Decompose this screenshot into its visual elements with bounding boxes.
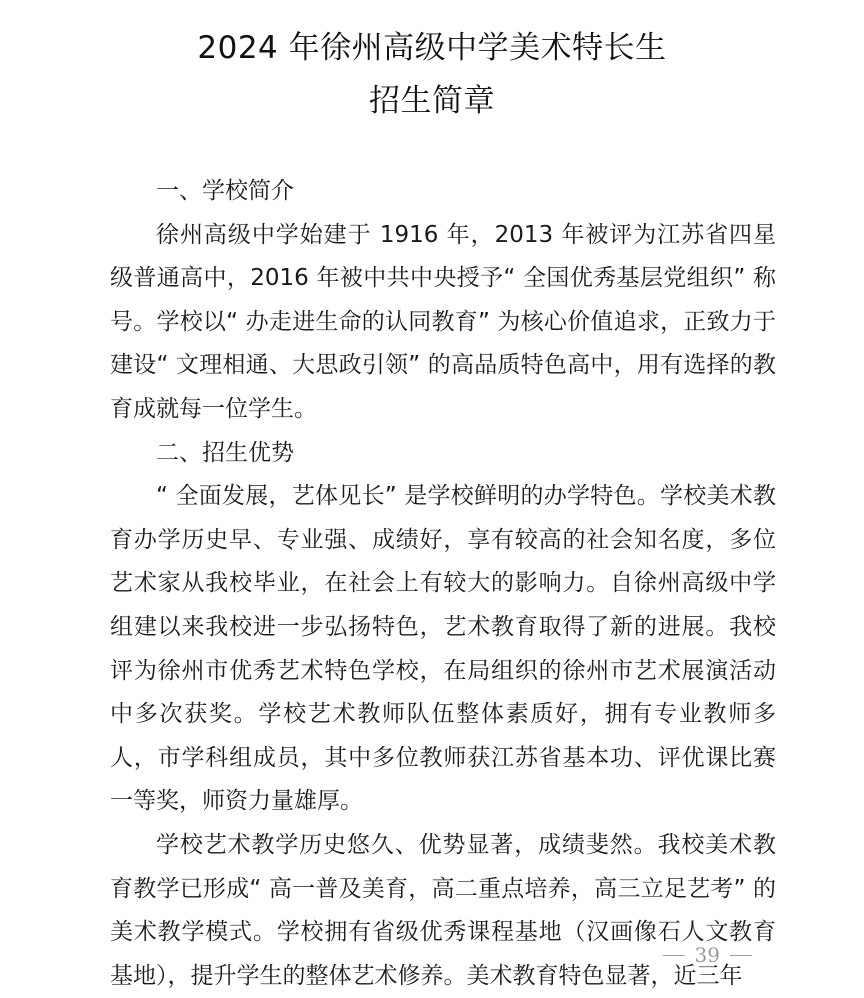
section-heading-advantages: 二、招生优势 [156,439,294,466]
paragraph-advantages-2: 学校艺术教学历史悠久、优势显著，成绩斐然。我校美术教育教学已形成“ 高一普及美育，高二重点培养，高三立足艺考” 的美术教学模式。学校拥有省级优秀课程基地（汉画像石人文教育基地），提升学生的整体艺术修养。美术教育特色显著，近三年 [110,831,776,989]
paragraph-school-intro: 徐州高级中学始建于 1916 年，2013 年被评为江苏省四星级普通高中，2016 年被中共中央授予“ 全国优秀基层党组织” 称号。学校以“ 办走进生命的认同教育” 为核心价值追求，正致力于建设“ 文理相通、大思政引领” 的高品质特色高中，用有选择的教育成就每一位学生。 [110,221,776,422]
footer-dash-left [663,955,685,956]
document-title: 2024 年徐州高级中学美术特长生 [197,30,667,66]
document-body [110,170,776,998]
section-heading-school-intro: 一、学校简介 [156,178,294,204]
document-subtitle: 招生简章 [369,83,495,119]
page-number: 39 [694,943,720,967]
page-footer [0,942,864,968]
paragraph-advantages-1: “ 全面发展，艺体见长” 是学校鲜明的办学特色。学校美术教育办学历史早、专业强、成绩好，享有较高的社会知名度，多位艺术家从我校毕业，在社会上有较大的影响力。自徐州高级中学组建以来我校进一步弘扬特色，艺术教育取得了新的进展。我校评为徐州市优秀艺术特色学校，在局组织的徐州市艺术展演活动中多次获奖。学校艺术教师队伍整体素质好，拥有专业教师多人，市学科组成员，其中多位教师获江苏省基本功、评优课比赛一等奖，师资力量雄厚。 [110,483,776,815]
footer-dash-right [730,955,752,956]
